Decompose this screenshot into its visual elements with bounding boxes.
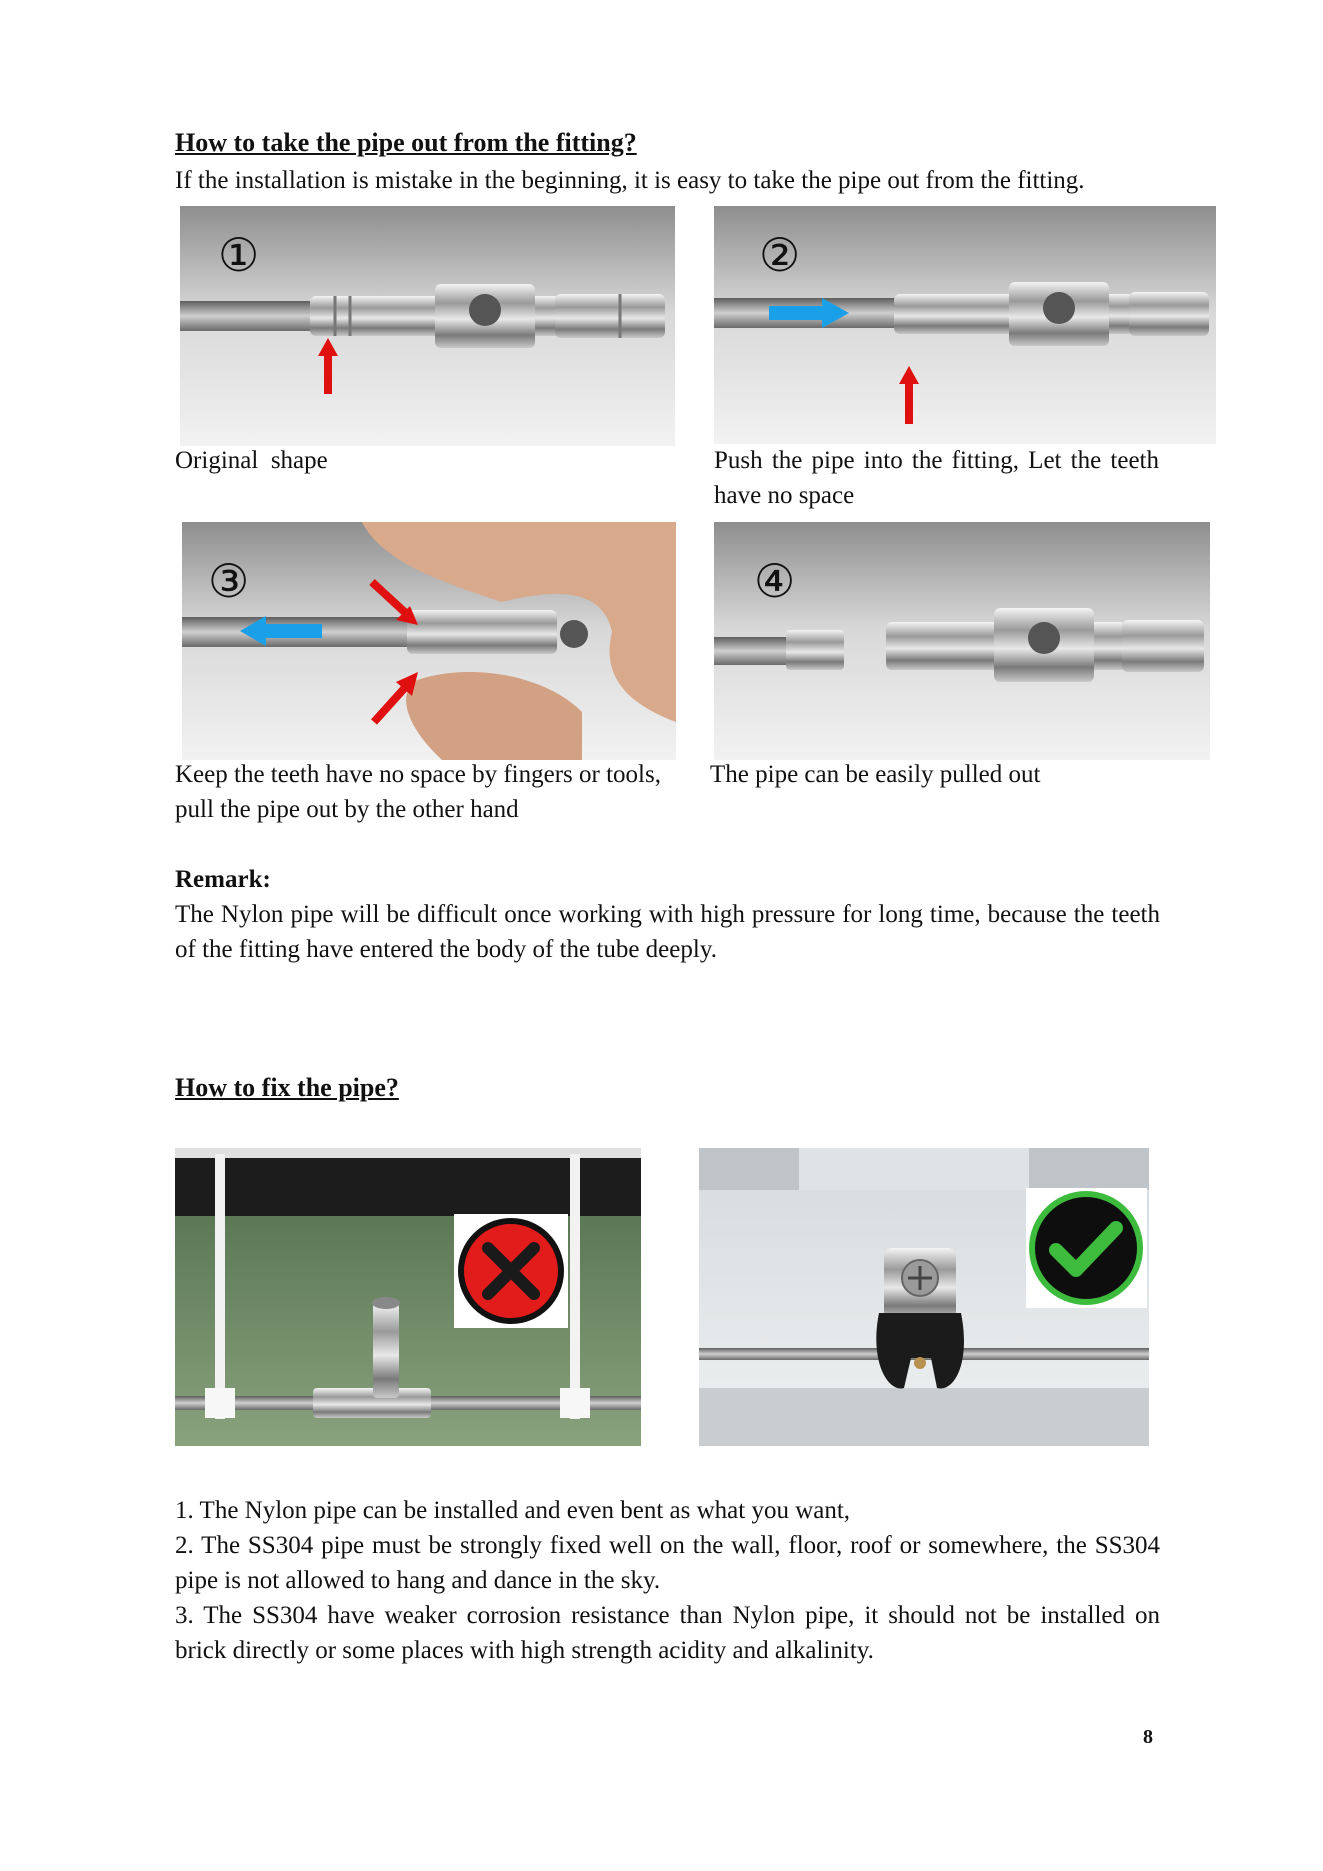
photo-step-2 <box>714 206 1216 444</box>
page-number: 8 <box>1143 1726 1153 1748</box>
step-marker-2: ② <box>759 228 801 282</box>
photo-step-3 <box>182 522 676 760</box>
section-intro: If the installation is mistake in the beginning, it is easy to take the pipe out from the fitting. <box>175 167 1085 194</box>
correct-badge <box>1026 1188 1147 1308</box>
caption-step-1: Original shape <box>175 447 328 474</box>
caption-step-3: Keep the teeth have no space by fingers or tools, pull the pipe out by the other hand <box>175 761 661 823</box>
section-title-remove-pipe: How to take the pipe out from the fitting? <box>175 128 637 157</box>
instruction-item-2: 2. The SS304 pipe must be strongly fixed well on the wall, floor, roof or somewhere, the SS304 pipe is not allowed to hang and dance in the sky. <box>175 1532 1160 1594</box>
instruction-item-3: 3. The SS304 have weaker corrosion resistance than Nylon pipe, it should not be installed on brick directly or some places with high strength acidity and alkalinity. <box>175 1602 1160 1664</box>
step-marker-1: ① <box>218 228 260 282</box>
photo-wrong-installation <box>175 1148 641 1446</box>
step-marker-3: ③ <box>208 554 250 608</box>
remark-title: Remark: <box>175 866 271 893</box>
remark-body: The Nylon pipe will be difficult once working with high pressure for long time, because the teeth of the fitting have entered the body of the tube deeply. <box>175 901 1160 963</box>
section-title-fix-pipe: How to fix the pipe? <box>175 1073 399 1102</box>
photo-step-4 <box>714 522 1210 760</box>
caption-step-2: Push the pipe into the fitting, Let the teeth have no space <box>714 447 1159 509</box>
photo-step-1 <box>180 206 675 446</box>
step-marker-4: ④ <box>754 554 796 608</box>
wrong-badge <box>454 1214 568 1328</box>
cross-icon <box>454 1214 568 1328</box>
checkmark-icon <box>1026 1188 1147 1308</box>
photo-correct-installation <box>699 1148 1149 1446</box>
instruction-item-1: 1. The Nylon pipe can be installed and even bent as what you want, <box>175 1497 851 1524</box>
caption-step-4: The pipe can be easily pulled out <box>710 761 1041 788</box>
